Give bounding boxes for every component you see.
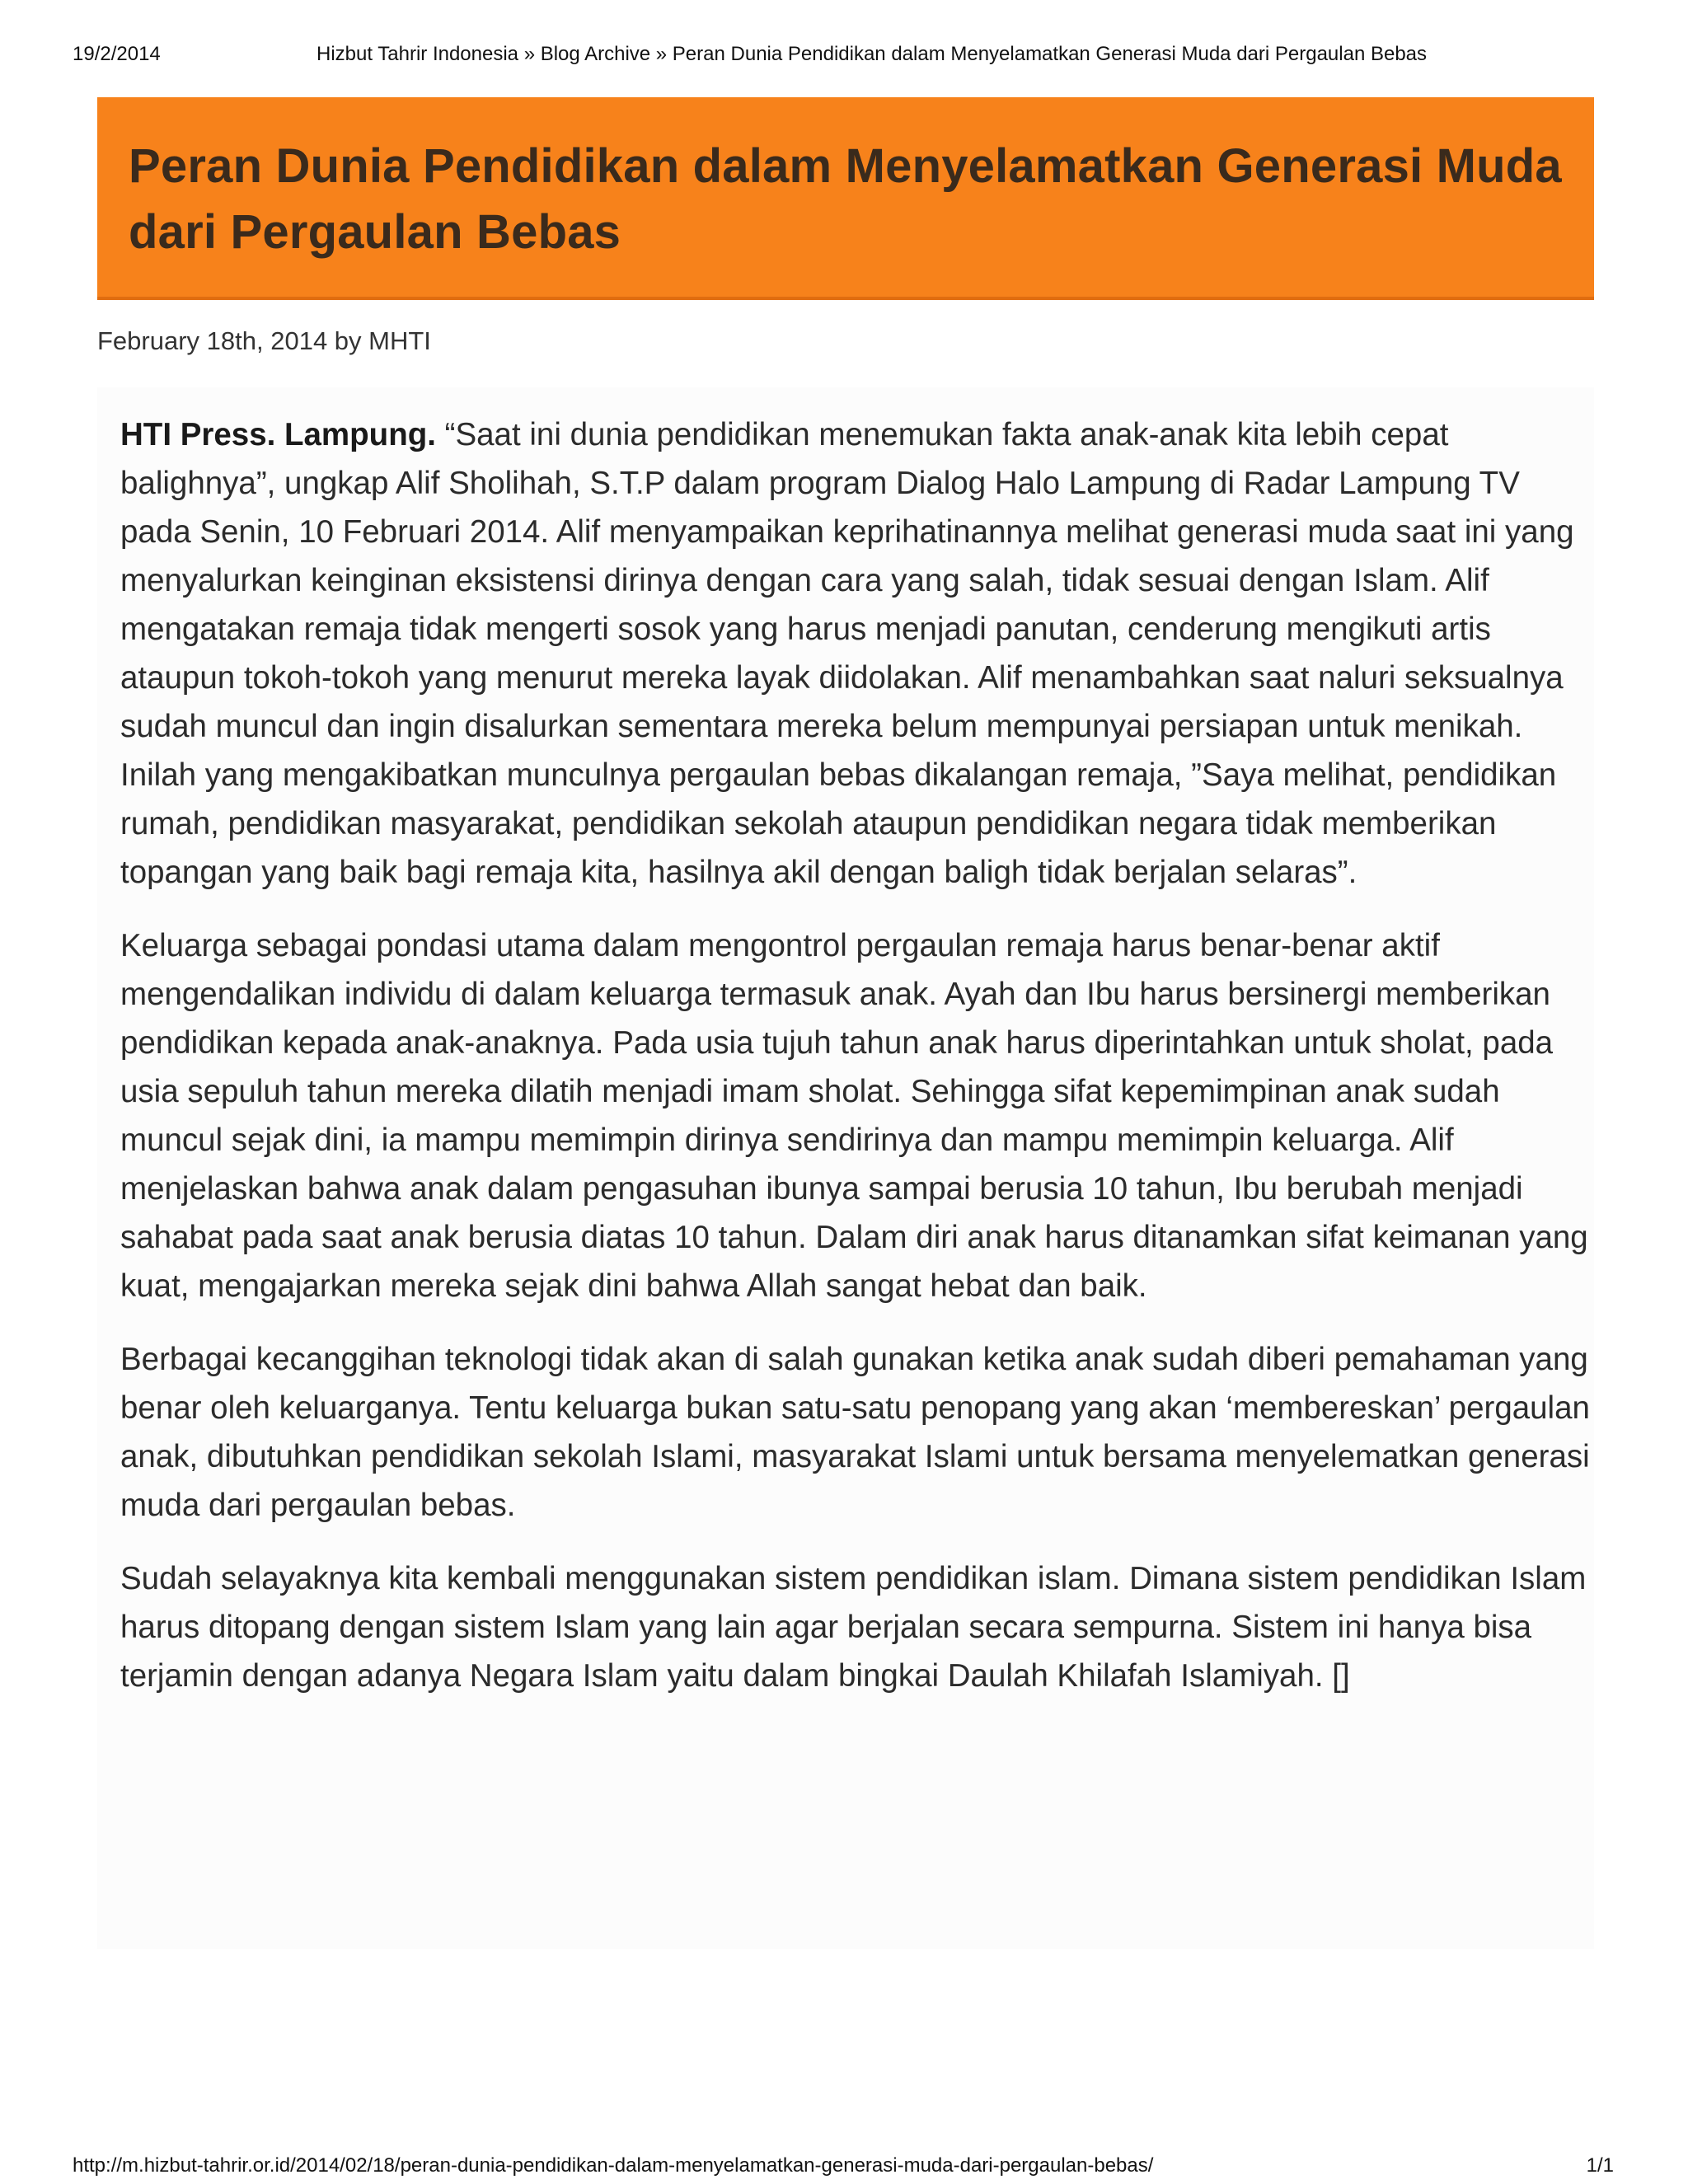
footer-page-number: 1/1 [1586,2154,1614,2177]
article-content [97,387,1594,1949]
article-body [120,410,1596,1725]
print-date: 19/2/2014 [73,43,161,65]
paragraph-2: Keluarga sebagai pondasi utama dalam mengontrol pergaulan remaja harus benar-benar aktif mengendalikan individu di dalam keluarga termasuk anak. Ayah dan Ibu harus bersinergi memberikan pendidikan kepada anak-anaknya. Pada usia tujuh tahun anak harus diperintahkan untuk sholat, pada usia sepuluh tahun mereka dilatih menjadi imam sholat. Sehingga sifat kepemimpinan anak sudah muncul sejak dini, ia mampu memimpin dirinya sendirinya dan mampu memimpin keluarga. Alif menjelaskan bahwa anak dalam pengasuhan ibunya sampai berusia 10 tahun, Ibu berubah menjadi sahabat pada saat anak berusia diatas 10 tahun. Dalam diri anak harus ditanamkan sifat keimanan yang kuat, mengajarkan mereka sejak dini bahwa Allah sangat hebat dan baik. [120,928,1588,1304]
paragraph-4: Sudah selayaknya kita kembali menggunakan sistem pendidikan islam. Dimana sistem pendidikan Islam harus ditopang dengan sistem Islam yang lain agar berjalan secara sempurna. Sistem ini hanya bisa terjamin dengan adanya Negara Islam yaitu dalam bingkai Daulah Khilafah Islamiyah. [] [120,1561,1587,1694]
paragraph-1 [120,410,1596,897]
print-page-title: Hizbut Tahrir Indonesia » Blog Archive » Peran Dunia Pendidikan dalam Menyelamatkan Generasi Muda dari Pergaulan Bebas [316,43,1428,65]
footer-url: http://m.hizbut-tahrir.or.id/2014/02/18/peran-dunia-pendidikan-dalam-menyelamatkan-generasi-muda-dari-pergaulan-bebas/ [73,2154,1154,2177]
article-byline: February 18th, 2014 by MHTI [97,326,431,355]
article-title: Peran Dunia Pendidikan dalam Menyelamatkan Generasi Muda dari Pergaulan Bebas [129,139,1562,259]
lead-source: HTI Press. Lampung. [120,417,436,452]
paragraph-3: Berbagai kecanggihan teknologi tidak akan di salah gunakan ketika anak sudah diberi pemahaman yang benar oleh keluarganya. Tentu keluarga bukan satu-satu penopang yang akan ‘membereskan’ pergaulan anak, dibutuhkan pendidikan sekolah Islami, masyarakat Islami untuk bersama menyelematkan generasi muda dari pergaulan bebas. [120,1342,1590,1523]
title-banner [97,97,1594,300]
paragraph-1-text: “Saat ini dunia pendidikan menemukan fakta anak-anak kita lebih cepat balighnya”, ungkap Alif Sholihah, S.T.P dalam program Dialog Halo Lampung di Radar Lampung TV pada Senin, 10 Februari 2014. Alif menyampaikan keprihatinannya melihat generasi muda saat ini yang menyalurkan keinginan eksistensi dirinya dengan cara yang salah, tidak sesuai dengan Islam. Alif mengatakan remaja tidak mengerti sosok yang harus menjadi panutan, cenderung mengikuti artis ataupun tokoh-tokoh yang menurut mereka layak diidolakan. Alif menambahkan saat naluri seksualnya sudah muncul dan ingin disalurkan sementara mereka belum mempunyai persiapan untuk menikah. Inilah yang mengakibatkan munculnya pergaulan bebas dikalangan remaja, ”Saya melihat, pendidikan rumah, pendidikan masyarakat, pendidikan sekolah ataupun pendidikan negara tidak memberikan topangan yang baik bagi remaja kita, hasilnya akil dengan baligh tidak berjalan selaras”. [120,417,1574,890]
print-header [73,43,1614,76]
